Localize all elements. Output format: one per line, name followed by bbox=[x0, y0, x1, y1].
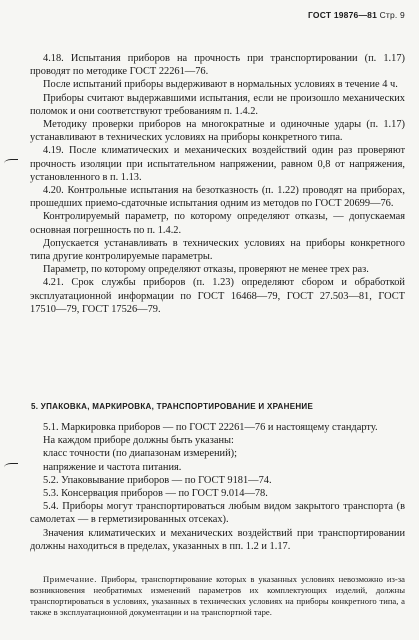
paragraph: 4.18. Испытания приборов на прочность при транспортировании (п. 1.17) проводят по методике ГОСТ 22261—76. bbox=[30, 53, 405, 78]
note-text: Приборы, транспортирование которых в указанных условиях невозможно из-за возникновения необратимых изменений параметров их комплектующих изделий, должны транспортироваться в условиях, указанных в технических условиях на приборы конкретного типа, а также в эксплуатационной документации и на транспортной таре. bbox=[30, 574, 405, 617]
section-5-text bbox=[30, 421, 405, 553]
margin-change-mark bbox=[4, 159, 18, 168]
page-header bbox=[308, 10, 405, 20]
note-paragraph bbox=[30, 574, 405, 618]
paragraph: После испытаний приборы выдерживают в нормальных условиях в течение 4 ч. bbox=[43, 79, 398, 91]
paragraph: 5.2. Упаковывание приборов — по ГОСТ 9181—74. bbox=[43, 474, 272, 486]
paragraph: Приборы считают выдержавшими испытания, если не произошло механических поломок и они соответствуют требованиям п. 1.4.2. bbox=[30, 92, 405, 117]
page-number: Стр. 9 bbox=[379, 10, 405, 20]
paragraph: 4.19. После климатических и механических воздействий один раз проверяют прочность изоляции при испытательном напряжении, равном 0,8 от напряжения, установленного в п. 1.13. bbox=[30, 145, 405, 183]
note-lead: Примечание. bbox=[43, 574, 98, 584]
paragraph: 5.4. Приборы могут транспортироваться любым видом закрытого транспорта (в самолетах — в герметизированных отсеках). bbox=[30, 501, 405, 526]
paragraph: Методику проверки приборов на многократные и одиночные удары (п. 1.17) устанавливают в технических условиях на приборы конкретного типа. bbox=[30, 119, 405, 144]
paragraph: 4.20. Контрольные испытания на безотказность (п. 1.22) проводят на приборах, прошедших приемо-сдаточные испытания одним из методов по ГОСТ 20699—76. bbox=[30, 185, 405, 210]
paragraph: Контролируемый параметр, по которому определяют отказы, — допускаемая основная погрешность по п. 1.4.2. bbox=[30, 211, 405, 236]
paragraph: класс точности (по диапазонам измерений); bbox=[43, 448, 237, 460]
note-block bbox=[30, 574, 405, 618]
paragraph: напряжение и частота питания. bbox=[43, 461, 182, 473]
paragraph: 5.1. Маркировка приборов — по ГОСТ 22261—76 и настоящему стандарту. bbox=[43, 422, 378, 433]
margin-change-mark bbox=[4, 463, 18, 472]
paragraph: Значения климатических и механических воздействий при транспортировании должны находиться в пределах, указанных в пп. 1.2 и 1.17. bbox=[30, 527, 405, 552]
standard-number: ГОСТ 19876—81 bbox=[308, 10, 378, 20]
paragraph: Допускается устанавливать в технических условиях на приборы конкретного типа другие контролируемые параметры. bbox=[30, 237, 405, 263]
paragraph: 4.21. Срок службы приборов (п. 1.23) определяют сбором и обработкой эксплуатационной информации по ГОСТ 16468—79, ГОСТ 27.503—81, ГОСТ 17510—79, ГОСТ 17526—79. bbox=[30, 277, 405, 315]
paragraph: Параметр, по которому определяют отказы, проверяют не менее трех раз. bbox=[43, 264, 369, 276]
section-4-text bbox=[30, 52, 405, 316]
paragraph: На каждом приборе должны быть указаны: bbox=[43, 435, 234, 447]
paragraph: 5.3. Консервация приборов — по ГОСТ 9.014—78. bbox=[43, 488, 268, 500]
section-5-title: 5. УПАКОВКА, МАРКИРОВКА, ТРАНСПОРТИРОВАНИЕ И ХРАНЕНИЕ bbox=[31, 402, 314, 411]
